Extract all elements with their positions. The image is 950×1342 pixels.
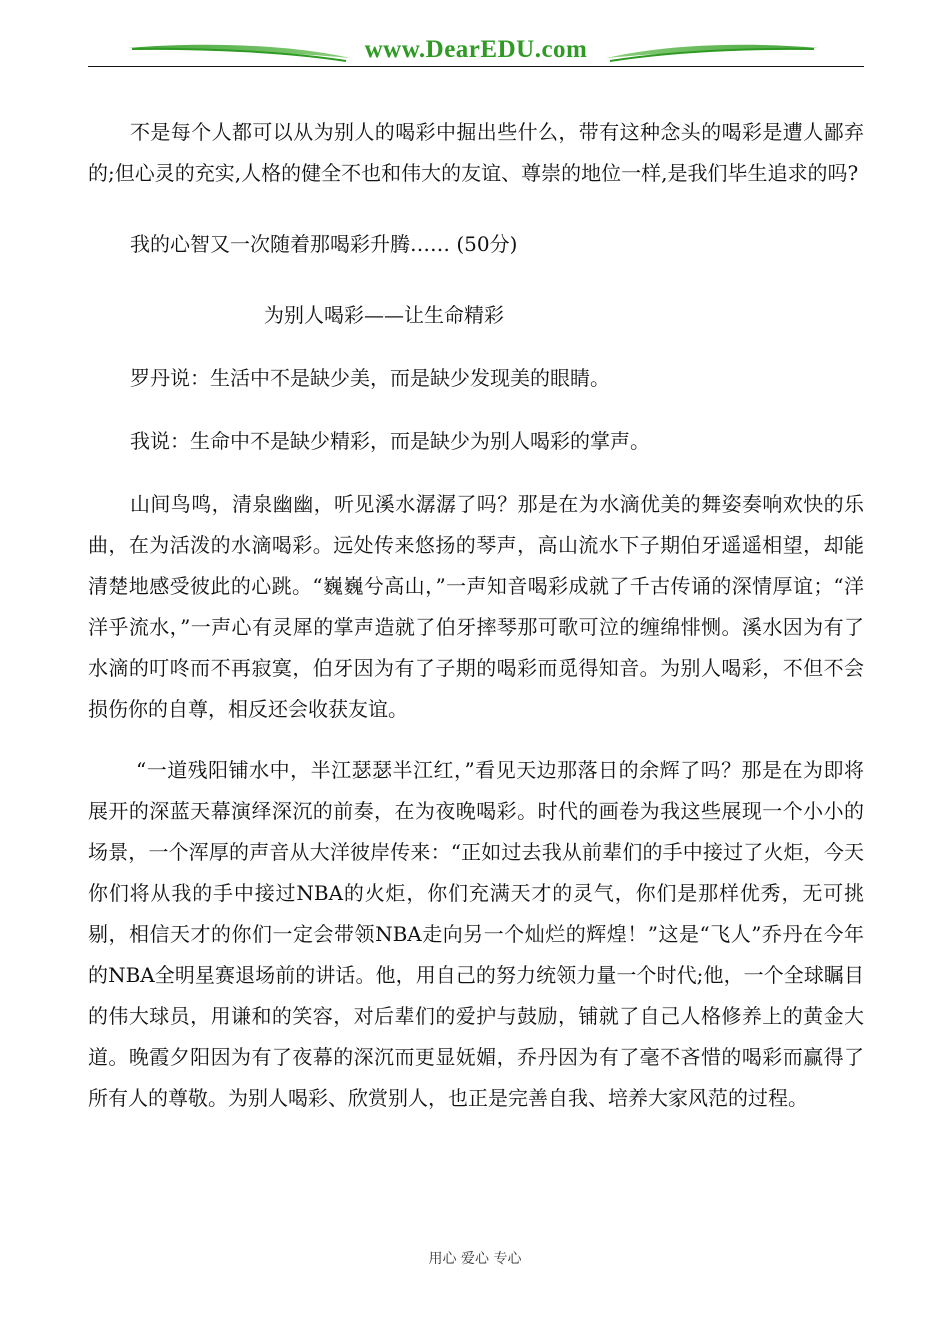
document-body [88,112,864,1119]
intro-paragraph: 不是每个人都可以从为别人的喝彩中掘出些什么，带有这种念头的喝彩是遭人鄙弃的;但心灵的充实,人格的健全不也和伟大的友谊、尊崇的地位一样,是我们毕生追求的吗? [88,120,864,185]
essay-prompt: 我的心智又一次随着那喝彩升腾…… (50分) [130,232,518,256]
page-footer: 用心 爱心 专心 [428,1251,522,1267]
body-paragraph-2: “一道残阳铺水中，半江瑟瑟半江红，”看见天边那落日的余辉了吗？那是在为即将展开的深蓝天幕演绎深沉的前奏，在为夜晚喝彩。时代的画卷为我这些展现一个小小的场景，一个浑厚的声音从大洋彼岸传来：“正如过去我从前辈们的手中接过了火炬，今天你们将从我的手中接过NBA的火炬，你们充满天才的灵气，你们是那样优秀，无可挑剔，相信天才的你们一定会带领NBA走向另一个灿烂的辉煌！”这是“飞人”乔丹在今年的NBA全明星赛退场前的讲话。他，用自己的努力统领力量一个时代;他，一个全球瞩目的伟大球员，用谦和的笑容，对后辈们的爱护与鼓励，铺就了自己人格修养上的黄金大道。晚霞夕阳因为有了夜幕的深沉而更显妩媚，乔丹因为有了毫不吝惜的喝彩而赢得了所有人的尊敬。为别人喝彩、欣赏别人，也正是完善自我、培养大家风范的过程。 [88,758,864,1110]
header-divider [88,66,864,67]
essay-title: 为别人喝彩——让生命精彩 [264,303,504,327]
body-paragraph-1: 山间鸟鸣，清泉幽幽，听见溪水潺潺了吗？那是在为水滴优美的舞姿奏响欢快的乐曲，在为活泼的水滴喝彩。远处传来悠扬的琴声，高山流水下子期伯牙遥遥相望，却能清楚地感受彼此的心跳。“巍巍兮高山，”一声知音喝彩成就了千古传诵的深情厚谊；“洋洋乎流水，”一声心有灵犀的掌声造就了伯牙摔琴那可歌可泣的缠绵悱恻。溪水因为有了水滴的叮咚而不再寂寞，伯牙因为有了子期的喝彩而觅得知音。为别人喝彩，不但不会损伤你的自尊，相反还会收获友谊。 [88,492,864,721]
luodan-quote: 罗丹说：生活中不是缺少美，而是缺少发现美的眼睛。 [130,366,610,390]
site-logo-text: www.DearEDU.com [364,36,588,63]
my-quote: 我说：生命中不是缺少精彩，而是缺少为别人喝彩的掌声。 [130,429,650,453]
